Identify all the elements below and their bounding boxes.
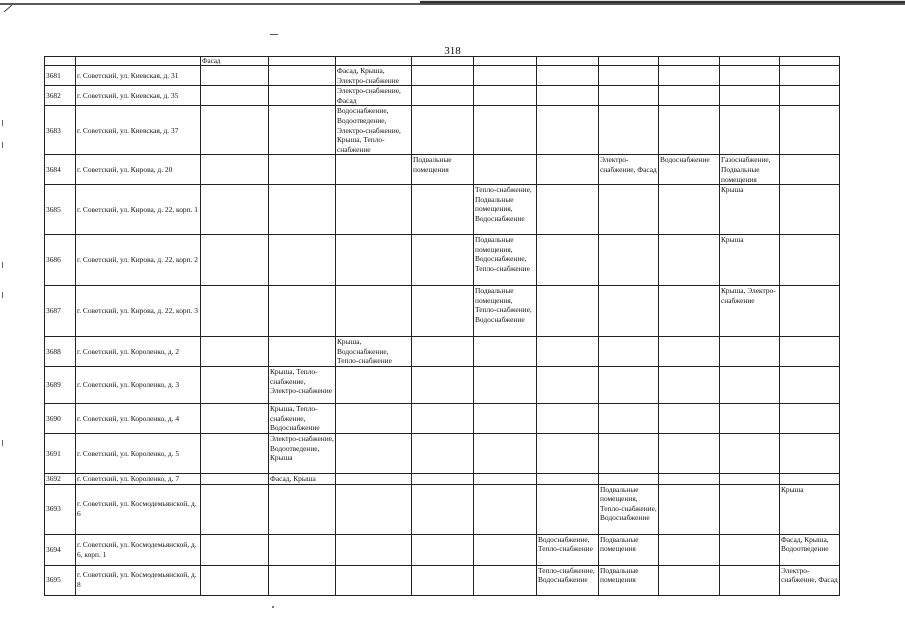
page-number: 318 xyxy=(444,45,461,57)
work-type-cell xyxy=(201,433,269,473)
work-type-cell xyxy=(720,366,780,403)
register-table xyxy=(44,56,840,596)
work-type-cell xyxy=(659,86,720,106)
table-row xyxy=(45,403,840,433)
work-type-cell: Электро-снабжение, Фасад xyxy=(780,565,840,595)
work-type-cell xyxy=(720,66,780,86)
work-type-cell: Подвальные помещения xyxy=(412,155,474,185)
work-type-cell xyxy=(336,433,412,473)
work-type-cell xyxy=(659,106,720,155)
row-number: 3688 xyxy=(45,337,76,367)
work-type-cell: Электро-снабжение, Фасад xyxy=(599,155,659,185)
work-type-cell xyxy=(720,534,780,565)
header-cell xyxy=(269,57,336,66)
work-type-cell xyxy=(474,433,537,473)
address-cell: г. Советский, ул. Киевская, д. 37 xyxy=(76,106,201,155)
work-type-cell xyxy=(659,235,720,286)
work-type-cell xyxy=(659,534,720,565)
table-row xyxy=(45,106,840,155)
work-type-cell xyxy=(412,403,474,433)
work-type-cell xyxy=(474,565,537,595)
table-row xyxy=(45,473,840,484)
work-type-cell xyxy=(201,235,269,286)
work-type-cell: Фасад, Крыша, Электро-снабжение xyxy=(336,66,412,86)
address-cell: г. Советский, ул. Космодемьянской, д. 8 xyxy=(76,565,201,595)
work-type-cell xyxy=(336,473,412,484)
row-number: 3692 xyxy=(45,473,76,484)
work-type-cell xyxy=(336,565,412,595)
work-type-cell xyxy=(201,534,269,565)
work-type-cell xyxy=(537,106,599,155)
work-type-cell xyxy=(599,86,659,106)
work-type-cell xyxy=(412,534,474,565)
work-type-cell xyxy=(201,286,269,337)
header-cell xyxy=(780,57,840,66)
work-type-cell xyxy=(336,185,412,235)
work-type-cell xyxy=(474,366,537,403)
work-type-cell xyxy=(537,185,599,235)
work-type-cell xyxy=(412,66,474,86)
work-type-cell xyxy=(780,403,840,433)
work-type-cell xyxy=(412,473,474,484)
header-cell xyxy=(599,57,659,66)
work-type-cell xyxy=(599,66,659,86)
work-type-cell xyxy=(336,235,412,286)
row-number: 3682 xyxy=(45,86,76,106)
row-number: 3686 xyxy=(45,235,76,286)
work-type-cell xyxy=(269,337,336,367)
work-type-cell xyxy=(599,235,659,286)
work-type-cell xyxy=(720,337,780,367)
work-type-cell xyxy=(659,337,720,367)
work-type-cell xyxy=(412,185,474,235)
work-type-cell xyxy=(659,185,720,235)
header-cell: Фасад xyxy=(201,57,269,66)
row-number: 3690 xyxy=(45,403,76,433)
work-type-cell xyxy=(537,484,599,534)
table-row xyxy=(45,155,840,185)
work-type-cell xyxy=(412,235,474,286)
work-type-cell xyxy=(474,86,537,106)
work-type-cell xyxy=(720,106,780,155)
work-type-cell xyxy=(780,286,840,337)
work-type-cell xyxy=(201,106,269,155)
table-row xyxy=(45,337,840,367)
work-type-cell xyxy=(269,565,336,595)
work-type-cell xyxy=(659,66,720,86)
table-row xyxy=(45,534,840,565)
work-type-cell xyxy=(599,433,659,473)
scan-border-artifact xyxy=(0,0,905,12)
work-type-cell xyxy=(474,403,537,433)
work-type-cell xyxy=(537,473,599,484)
work-type-cell xyxy=(336,403,412,433)
address-cell: г. Советский, ул. Короленко, д. 3 xyxy=(76,366,201,403)
header-cell xyxy=(720,57,780,66)
work-type-cell xyxy=(599,185,659,235)
work-type-cell: Крыша xyxy=(720,235,780,286)
work-type-cell: Крыша xyxy=(720,185,780,235)
work-type-cell xyxy=(780,337,840,367)
row-number: 3689 xyxy=(45,366,76,403)
work-type-cell xyxy=(780,473,840,484)
work-type-cell xyxy=(201,565,269,595)
work-type-cell: Водоснабжение, Тепло-снабжение xyxy=(537,534,599,565)
address-cell: г. Советский, ул. Короленко, д. 4 xyxy=(76,403,201,433)
work-type-cell xyxy=(201,337,269,367)
work-type-cell xyxy=(599,286,659,337)
work-type-cell: Тепло-снабжение, Подвальные помещения, Водоснабжение xyxy=(474,185,537,235)
work-type-cell: Электро-снабжение, Фасад xyxy=(336,86,412,106)
row-number: 3691 xyxy=(45,433,76,473)
work-type-cell xyxy=(201,185,269,235)
row-number: 3684 xyxy=(45,155,76,185)
work-type-cell xyxy=(599,366,659,403)
row-number: 3694 xyxy=(45,534,76,565)
table-row xyxy=(45,86,840,106)
work-type-cell: Подвальные помещения xyxy=(599,565,659,595)
table-row xyxy=(45,185,840,235)
work-type-cell xyxy=(269,484,336,534)
work-type-cell xyxy=(537,403,599,433)
table-row xyxy=(45,66,840,86)
work-type-cell xyxy=(537,235,599,286)
work-type-cell xyxy=(537,337,599,367)
work-type-cell xyxy=(780,155,840,185)
row-number: 3681 xyxy=(45,66,76,86)
work-type-cell xyxy=(537,66,599,86)
table-row xyxy=(45,286,840,337)
work-type-cell xyxy=(537,286,599,337)
header-cell xyxy=(537,57,599,66)
work-type-cell xyxy=(412,565,474,595)
address-cell: г. Советский, ул. Кирова, д. 22, корп. 2 xyxy=(76,235,201,286)
work-type-cell xyxy=(474,534,537,565)
address-cell: г. Советский, ул. Короленко, д. 5 xyxy=(76,433,201,473)
table-header-row xyxy=(45,57,840,66)
work-type-cell xyxy=(201,484,269,534)
work-type-cell xyxy=(336,534,412,565)
work-type-cell xyxy=(412,433,474,473)
work-type-cell xyxy=(201,66,269,86)
work-type-cell: Крыша, Водоснабжение, Тепло-снабжение xyxy=(336,337,412,367)
work-type-cell xyxy=(720,565,780,595)
address-cell: г. Советский, ул. Короленко, д. 2 xyxy=(76,337,201,367)
work-type-cell xyxy=(201,473,269,484)
scan-speck xyxy=(272,606,274,608)
address-cell: г. Советский, ул. Короленко, д. 7 xyxy=(76,473,201,484)
work-type-cell: Фасад, Крыша, Водоотведение xyxy=(780,534,840,565)
work-type-cell xyxy=(269,86,336,106)
work-type-cell: Водоснабжение xyxy=(659,155,720,185)
address-cell: г. Советский, ул. Космодемьянской, д. 6, корп. 1 xyxy=(76,534,201,565)
work-type-cell xyxy=(780,433,840,473)
work-type-cell xyxy=(412,286,474,337)
work-type-cell xyxy=(474,106,537,155)
work-type-cell xyxy=(659,366,720,403)
work-type-cell xyxy=(659,565,720,595)
work-type-cell xyxy=(336,366,412,403)
work-type-cell xyxy=(269,534,336,565)
work-type-cell xyxy=(336,484,412,534)
header-cell xyxy=(474,57,537,66)
work-type-cell: Крыша, Тепло-снабжение, Водоснабжение xyxy=(269,403,336,433)
table-row xyxy=(45,433,840,473)
header-cell xyxy=(45,57,76,66)
work-type-cell xyxy=(474,155,537,185)
address-cell: г. Советский, ул. Кирова, д. 22, корп. 1 xyxy=(76,185,201,235)
work-type-cell xyxy=(474,473,537,484)
work-type-cell xyxy=(780,106,840,155)
table-row xyxy=(45,484,840,534)
work-type-cell xyxy=(599,473,659,484)
work-type-cell: Фасад, Крыша xyxy=(269,473,336,484)
row-number: 3687 xyxy=(45,286,76,337)
work-type-cell: Крыша, Тепло-снабжение, Электро-снабжение xyxy=(269,366,336,403)
address-cell: г. Советский, ул. Кирова, д. 20 xyxy=(76,155,201,185)
address-cell: г. Советский, ул. Киевская, д. 35 xyxy=(76,86,201,106)
work-type-cell xyxy=(269,185,336,235)
work-type-cell xyxy=(599,106,659,155)
work-type-cell xyxy=(720,433,780,473)
work-type-cell xyxy=(720,473,780,484)
work-type-cell xyxy=(537,366,599,403)
work-type-cell xyxy=(201,86,269,106)
work-type-cell xyxy=(336,286,412,337)
work-type-cell xyxy=(412,484,474,534)
row-number: 3683 xyxy=(45,106,76,155)
work-type-cell xyxy=(474,337,537,367)
work-type-cell xyxy=(336,155,412,185)
work-type-cell xyxy=(720,86,780,106)
table-row xyxy=(45,565,840,595)
work-type-cell xyxy=(201,155,269,185)
work-type-cell xyxy=(599,337,659,367)
header-cell xyxy=(412,57,474,66)
work-type-cell xyxy=(537,155,599,185)
work-type-cell: Подвальные помещения, Водоснабжение, Тепло-снабжение xyxy=(474,235,537,286)
header-cell xyxy=(659,57,720,66)
address-cell: г. Советский, ул. Космодемьянской, д. 6 xyxy=(76,484,201,534)
work-type-cell: Электро-снабжение, Водоотведение, Крыша xyxy=(269,433,336,473)
work-type-cell xyxy=(720,484,780,534)
work-type-cell xyxy=(780,235,840,286)
work-type-cell: Водоснабжение, Водоотведение, Электро-снабжение, Крыша, Тепло-снабжение xyxy=(336,106,412,155)
row-number: 3693 xyxy=(45,484,76,534)
work-type-cell xyxy=(780,66,840,86)
work-type-cell: Подвальные помещения xyxy=(599,534,659,565)
work-type-cell: Подвальные помещения, Тепло-снабжение, Водоснабжение xyxy=(599,484,659,534)
work-type-cell xyxy=(659,403,720,433)
work-type-cell xyxy=(269,106,336,155)
work-type-cell xyxy=(474,484,537,534)
work-type-cell xyxy=(599,403,659,433)
work-type-cell xyxy=(780,185,840,235)
work-type-cell xyxy=(537,433,599,473)
work-type-cell xyxy=(659,473,720,484)
table-row xyxy=(45,366,840,403)
work-type-cell xyxy=(537,86,599,106)
row-number: 3695 xyxy=(45,565,76,595)
address-cell: г. Советский, ул. Киевская, д. 31 xyxy=(76,66,201,86)
header-cell xyxy=(76,57,201,66)
work-type-cell xyxy=(201,403,269,433)
work-type-cell xyxy=(412,337,474,367)
table-row xyxy=(45,235,840,286)
header-cell xyxy=(336,57,412,66)
pen-tick-mark xyxy=(270,34,278,35)
address-cell: г. Советский, ул. Кирова, д. 22, корп. 3 xyxy=(76,286,201,337)
work-type-cell: Подвальные помещения, Тепло-снабжение, Водоснабжение xyxy=(474,286,537,337)
work-type-cell xyxy=(269,155,336,185)
row-number: 3685 xyxy=(45,185,76,235)
work-type-cell xyxy=(412,106,474,155)
work-type-cell xyxy=(412,86,474,106)
work-type-cell xyxy=(659,286,720,337)
work-type-cell xyxy=(780,366,840,403)
work-type-cell: Крыша xyxy=(780,484,840,534)
work-type-cell xyxy=(720,403,780,433)
work-type-cell: Газоснабжение, Подвальные помещения xyxy=(720,155,780,185)
work-type-cell xyxy=(201,366,269,403)
work-type-cell xyxy=(269,286,336,337)
work-type-cell: Тепло-снабжение, Водоснабжение xyxy=(537,565,599,595)
work-type-cell xyxy=(412,366,474,403)
work-type-cell xyxy=(780,86,840,106)
work-type-cell: Крыша, Электро-снабжение xyxy=(720,286,780,337)
work-type-cell xyxy=(659,433,720,473)
work-type-cell xyxy=(474,66,537,86)
work-type-cell xyxy=(269,66,336,86)
work-type-cell xyxy=(659,484,720,534)
work-type-cell xyxy=(269,235,336,286)
